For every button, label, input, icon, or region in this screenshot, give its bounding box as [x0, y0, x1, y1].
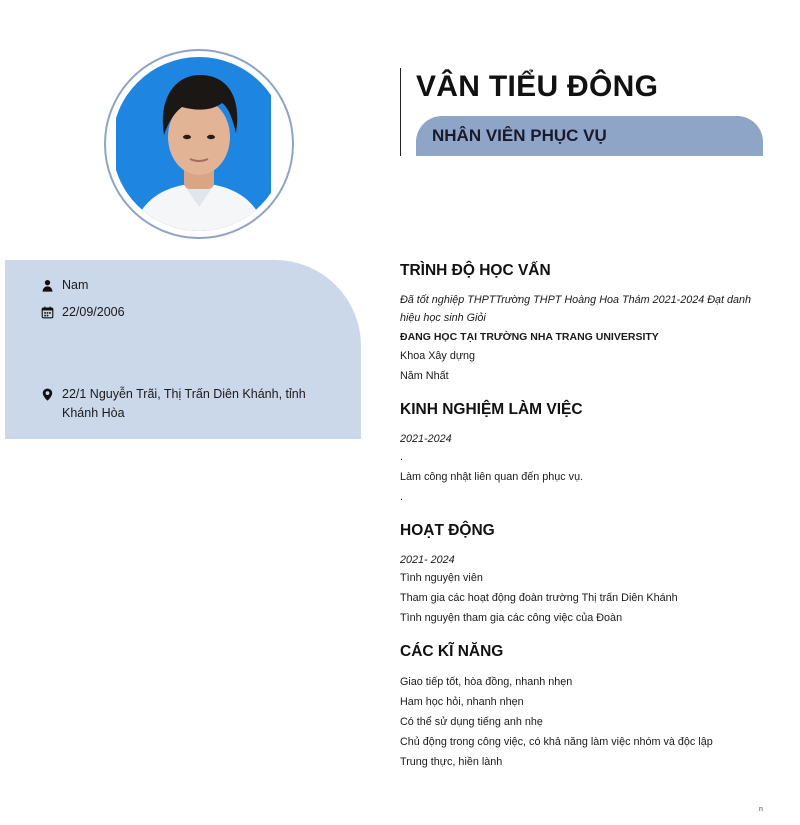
experience-title: KINH NGHIỆM LÀM VIỆC: [400, 401, 583, 418]
footer-mark: n: [759, 806, 763, 813]
profile-photo: [112, 57, 286, 231]
person-icon: [40, 278, 54, 292]
skill-item: Có thể sử dụng tiếng anh nhẹ: [400, 716, 543, 728]
activities-line: Tham gia các hoạt động đoàn trường Thị trấn Diên Khánh: [400, 592, 678, 604]
experience-line: .: [400, 451, 403, 463]
header-divider: [400, 68, 401, 156]
candidate-role: NHÂN VIÊN PHỤC VỤ: [432, 126, 607, 145]
calendar-icon: [40, 305, 54, 319]
birthdate-value: 22/09/2006: [62, 305, 125, 319]
education-line: Đã tốt nghiệp THPTTrường THPT Hoàng Hoa Thám 2021-2024 Đạt danh hiệu học sinh Giỏi: [400, 294, 752, 324]
skill-item: Trung thực, hiền lành: [400, 756, 503, 768]
education-line: ĐANG HỌC TẠI TRƯỜNG NHA TRANG UNIVERSITY: [400, 331, 659, 343]
activities-title: HOẠT ĐỘNG: [400, 522, 495, 539]
activities-line: Tình nguyện tham gia các công việc của Đoàn: [400, 612, 623, 624]
skill-item: Ham học hỏi, nhanh nhẹn: [400, 696, 524, 708]
experience-period: 2021-2024: [400, 433, 452, 445]
experience-line: .: [400, 491, 403, 503]
education-title: TRÌNH ĐỘ HỌC VẤN: [400, 262, 551, 279]
gender-value: Nam: [62, 278, 89, 292]
skill-item: Chủ động trong công việc, có khả năng làm việc nhóm và độc lập: [400, 736, 713, 748]
gender-row: [40, 276, 317, 295]
skills-title: CÁC KĨ NĂNG: [400, 643, 504, 660]
address-row: [40, 385, 317, 423]
activities-period: 2021- 2024: [400, 554, 455, 566]
candidate-name: VÂN TIỂU ĐÔNG: [416, 70, 659, 103]
education-line: Khoa Xây dựng: [400, 350, 476, 362]
activities-line: Tình nguyện viên: [400, 572, 483, 584]
experience-line: Làm công nhật liên quan đến phục vụ.: [400, 471, 584, 483]
education-line: Năm Nhất: [400, 370, 449, 382]
birthdate-row: [40, 303, 317, 322]
location-pin-icon: [40, 387, 54, 401]
address-value: 22/1 Nguyễn Trãi, Thị Trấn Diên Khánh, tỉnh Khánh Hòa: [62, 387, 306, 420]
skill-item: Giao tiếp tốt, hòa đồng, nhanh nhẹn: [400, 676, 573, 688]
